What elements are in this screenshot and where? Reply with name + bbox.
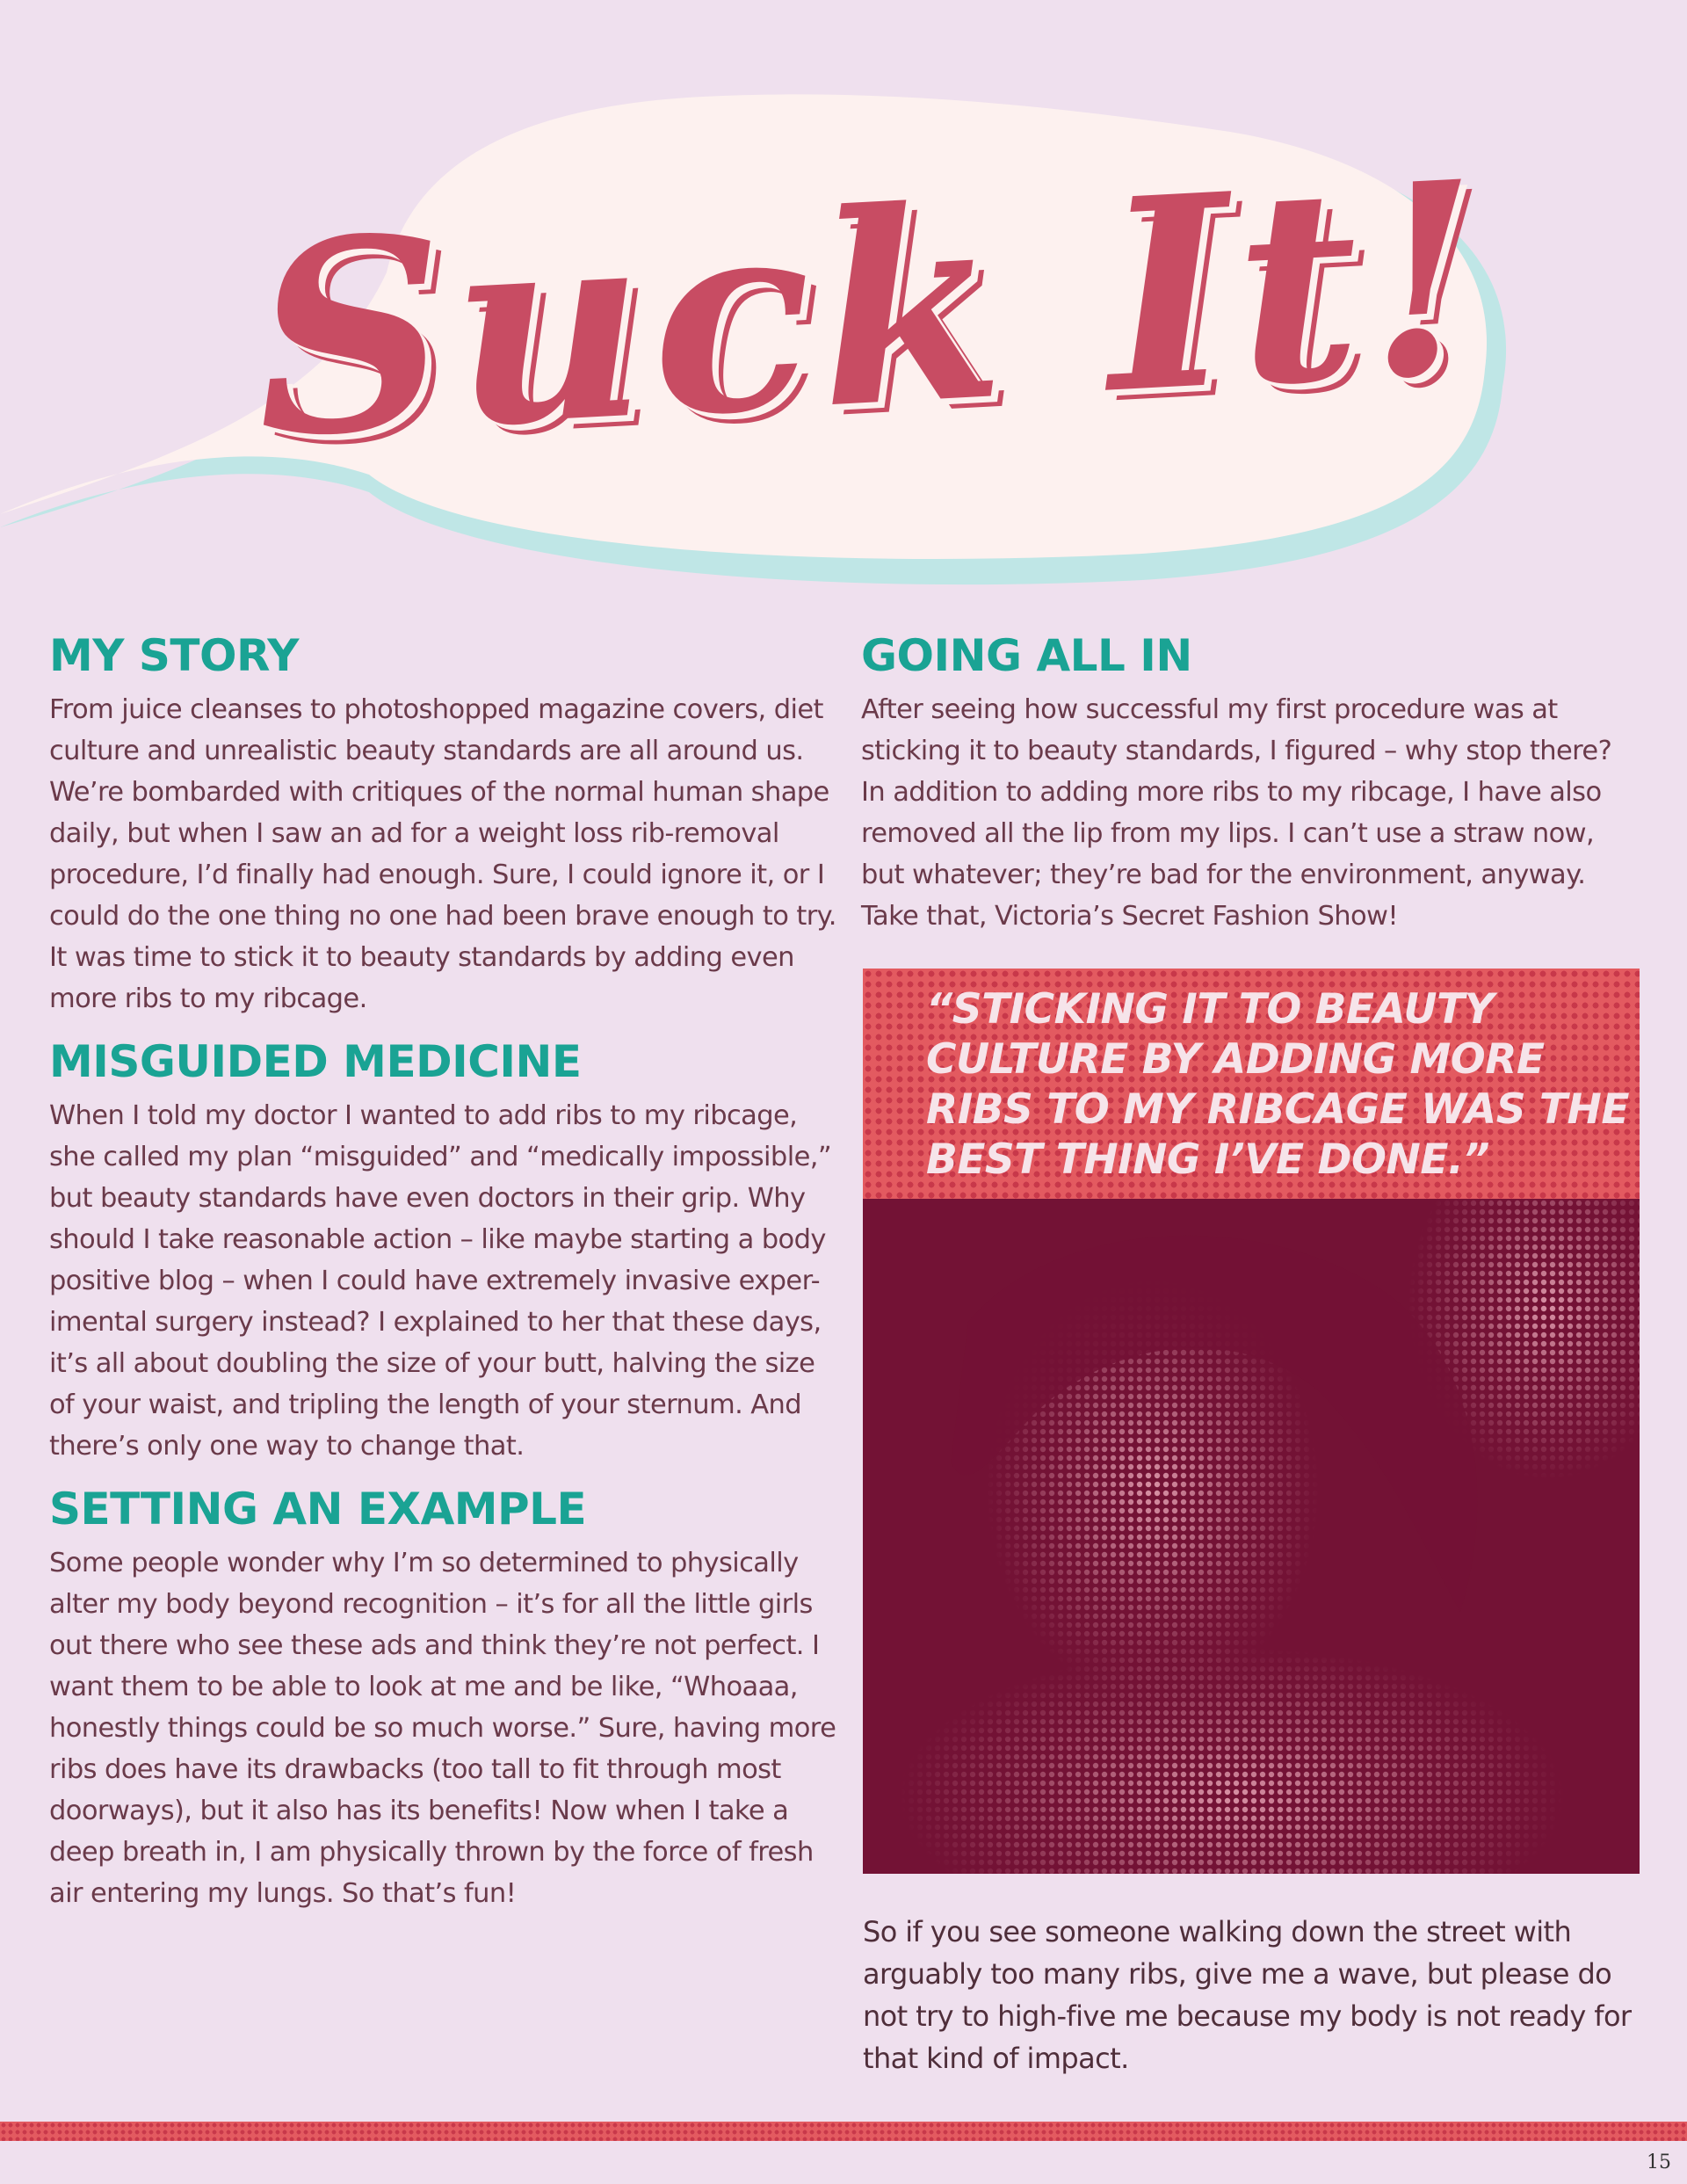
heading-misguided-medicine: MISGUIDED MEDICINE bbox=[49, 1036, 582, 1087]
body-misguided-medicine: When I told my doctor I wanted to add ribs to my ribcage, she called my plan “misguided” and “medically impossible,” but beauty standards have even doctors in their grip. Why should I take reasonable action – like maybe starting a body positive blog – when I could have extremely invasive exper- imental surgery instead? I explained to her that these days, it’s all about doubling the size of your butt, halving the size of your waist, and tripling the length of your sternum. And there’s only one way to change that. bbox=[49, 1100, 832, 1462]
closing-paragraph-wrap bbox=[863, 1907, 1636, 2092]
body-setting-an-example: Some people wonder why I’m so determined to physically alter my body beyond recognition – it’s for all the little girls out there who see these ads and think they’re not perfect. I want them to be able to look at me and be like, “Whoaaa, honestly things could be so much worse.” Sure, having more ribs does have its drawbacks (too tall to fit through most doorways), but it also has its benefits! Now when I take a deep breath in, I am physically thrown by the force of fresh air entering my lungs. So that’s fun! bbox=[49, 1548, 836, 1909]
page-title: Suck It! bbox=[247, 121, 1496, 497]
closing-paragraph: So if you see someone walking down the street with arguably too many ribs, give me a wave, but please do not try to high-five me because my body is not ready for that kind of impact. bbox=[863, 1915, 1632, 2075]
pull-quote: “STICKING IT TO BEAUTY CULTURE BY ADDING MORE RIBS TO MY RIBCAGE WAS THE BEST THING I’VE DONE.” bbox=[926, 985, 1629, 1184]
pull-quote-box bbox=[863, 969, 1640, 1199]
left-column bbox=[49, 626, 840, 1926]
page-number: 15 bbox=[1647, 2151, 1671, 2173]
heading-setting-an-example: SETTING AN EXAMPLE bbox=[49, 1484, 587, 1535]
heading-going-all-in: GOING ALL IN bbox=[861, 630, 1192, 681]
body-going-all-in: After seeing how successful my first procedure was at sticking it to beauty standards, I figured – why stop there? In addition to adding more ribs to my ribcage, I have also removed all the lip from my lips. I can’t use a straw now, but whatever; they’re bad for the environment, anyway. Take that, Victoria’s Secret Fashion Show! bbox=[861, 694, 1612, 932]
body-my-story: From juice cleanses to photoshopped magazine covers, diet culture and unrealistic beauty standards are all around us. We’re bombarded with critiques of the normal human shape daily, but when I saw an ad for a weight loss rib-removal procedure, I’d finally had enough. Sure, I could ignore it, or I could do the one thing no one had been brave enough to try. It was time to stick it to beauty standards by adding even more ribs to my ribcage. bbox=[49, 694, 836, 1014]
halftone-portrait-photo bbox=[863, 1199, 1640, 1874]
footer-halftone-band bbox=[0, 2122, 1687, 2141]
right-column bbox=[861, 626, 1643, 949]
heading-my-story: MY STORY bbox=[49, 630, 299, 681]
photo-block bbox=[863, 969, 1640, 1874]
